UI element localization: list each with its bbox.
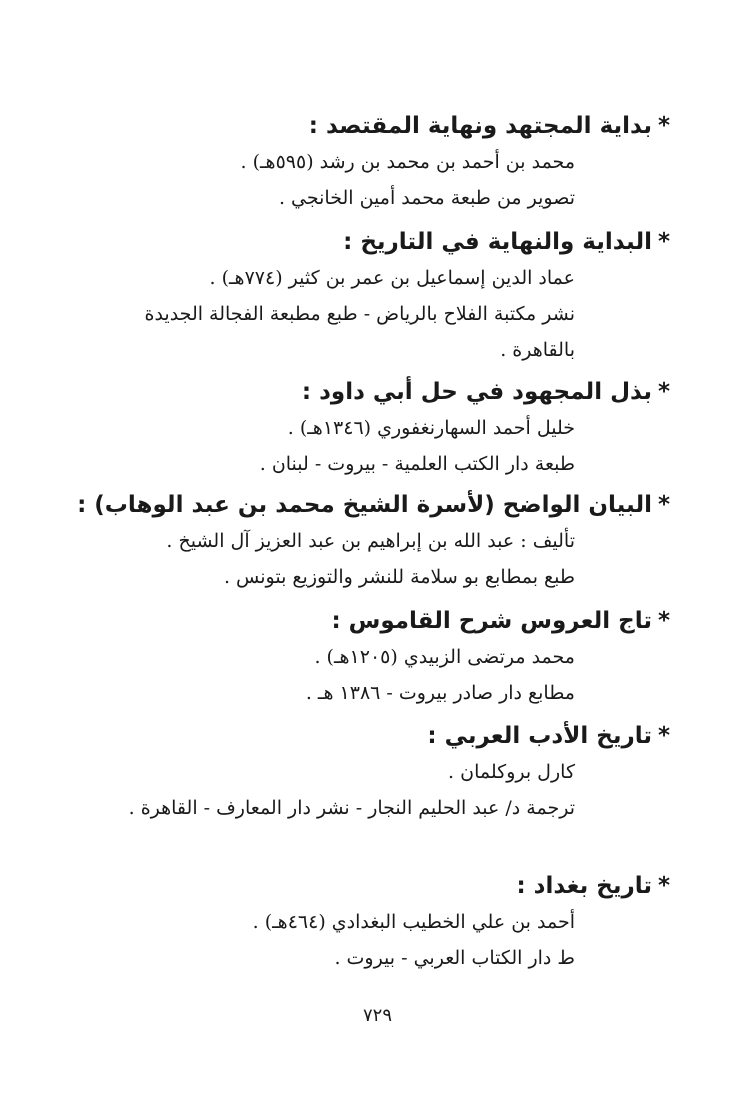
entry-publisher: ترجمة د/ عبد الحليم النجار - نشر دار المعارف - القاهرة . bbox=[128, 797, 575, 819]
entry-publisher: تصوير من طبعة محمد أمين الخانجي . bbox=[278, 187, 575, 209]
entry-author: خليل أحمد السهارنغفوري (١٣٤٦هـ) . bbox=[287, 417, 575, 439]
entry-publisher: طبعة دار الكتب العلمية - بيروت - لبنان . bbox=[259, 453, 575, 475]
bibliography-entry bbox=[110, 603, 670, 711]
bullet-star: * bbox=[657, 608, 670, 634]
bibliography-entry bbox=[110, 718, 670, 826]
bullet-star: * bbox=[657, 873, 670, 899]
entry-author: عماد الدين إسماعيل بن عمر بن كثير (٧٧٤هـ) . bbox=[209, 267, 575, 289]
entry-author: محمد بن أحمد بن محمد بن رشد (٥٩٥هـ) . bbox=[240, 151, 575, 173]
entry-publisher: نشر مكتبة الفلاح بالرياض - طبع مطبعة الفجالة الجديدة بالقاهرة . bbox=[144, 303, 575, 361]
entry-author: تأليف : عبد الله بن إبراهيم بن عبد العزيز آل الشيخ . bbox=[166, 530, 575, 552]
bibliography-entry bbox=[77, 487, 670, 595]
entry-publisher: طبع بمطابع بو سلامة للنشر والتوزيع بتونس . bbox=[223, 566, 575, 588]
entry-title: *تاريخ بغداد : bbox=[516, 873, 670, 899]
bullet-star: * bbox=[657, 492, 670, 518]
entry-title: *البداية والنهاية في التاريخ : bbox=[343, 229, 670, 255]
bibliography-entry bbox=[110, 868, 670, 976]
bibliography-entry bbox=[110, 224, 670, 368]
entry-title: *تاج العروس شرح القاموس : bbox=[331, 608, 670, 634]
entry-author: كارل بروكلمان . bbox=[448, 761, 575, 783]
entry-title: *تاريخ الأدب العربي : bbox=[427, 723, 670, 749]
entry-author: أحمد بن علي الخطيب البغدادي (٤٦٤هـ) . bbox=[252, 911, 575, 933]
entry-title: *بداية المجتهد ونهاية المقتصد : bbox=[308, 113, 670, 139]
bullet-star: * bbox=[657, 229, 670, 255]
entry-publisher: مطابع دار صادر بيروت - ١٣٨٦ هـ . bbox=[305, 682, 575, 704]
bullet-star: * bbox=[657, 113, 670, 139]
page-number: ٧٢٩ bbox=[362, 1005, 392, 1026]
entry-publisher: ط دار الكتاب العربي - بيروت . bbox=[334, 947, 575, 969]
bibliography-entry bbox=[110, 374, 670, 482]
entry-title: *البيان الواضح (لأسرة الشيخ محمد بن عبد الوهاب) : bbox=[77, 492, 670, 518]
bibliography-entry bbox=[110, 108, 670, 216]
entry-author: محمد مرتضى الزبيدي (١٢٠٥هـ) . bbox=[314, 646, 575, 668]
entry-title: *بذل المجهود في حل أبي داود : bbox=[301, 379, 670, 405]
bullet-star: * bbox=[657, 723, 670, 749]
bullet-star: * bbox=[657, 379, 670, 405]
